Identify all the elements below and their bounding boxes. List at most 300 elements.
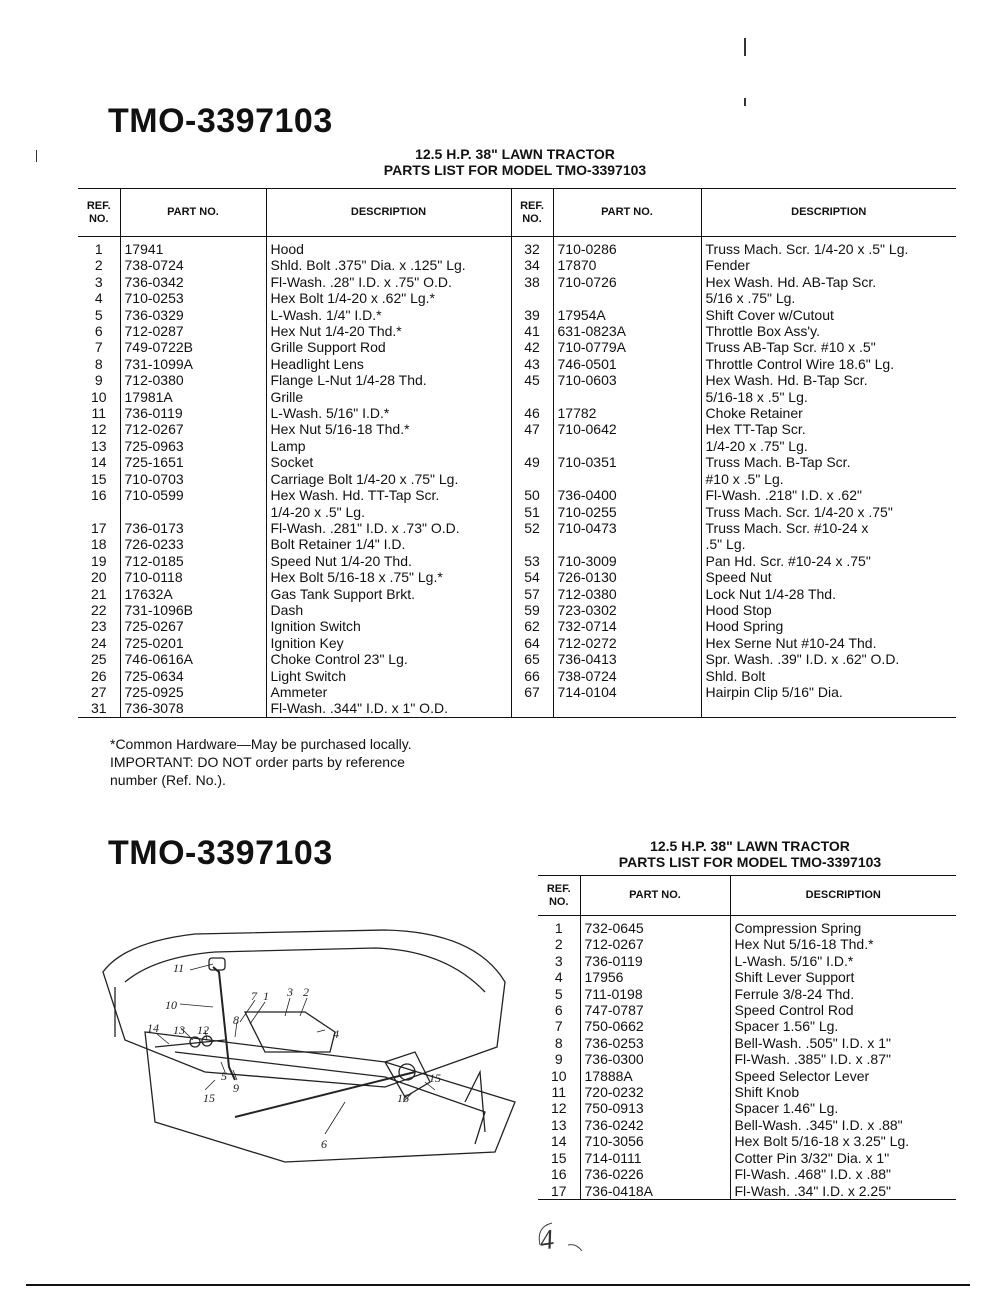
part-description: Throttle Control Wire 18.6" Lg. [705,355,895,372]
part-no: 725-0267 [120,618,266,634]
table-row [78,257,956,273]
ref-no: 9 [78,372,120,388]
ref-no [511,536,553,552]
part-description: Hex TT-Tap Scr. [705,421,806,438]
part-no: 710-0118 [120,569,266,585]
table-row [78,553,956,569]
part-description: Hex Bolt 5/16-18 x 3.25" Lg. [734,1133,910,1150]
ref-no: 14 [78,454,120,470]
ref-no: 16 [538,1166,580,1182]
ref-no: 50 [511,487,553,503]
ref-no [511,700,553,717]
ref-no: 2 [538,936,580,952]
table-row [538,1166,956,1182]
ref-no [511,389,553,405]
part-no: 738-0724 [120,257,266,273]
part-description: Fl-Wash. .281" I.D. x .73" O.D. [266,520,511,536]
part-no: 710-0473 [553,520,701,536]
part-description: Speed Nut 1/4-20 Thd. [266,553,511,569]
table-row [538,1133,956,1149]
part-no [553,438,701,454]
part-no: 710-0703 [120,471,266,487]
part-no: 17954A [553,307,701,323]
part-description: Spr. Wash. .39" I.D. x .62" O.D. [705,651,900,668]
part-description: Hex Nut 5/16-18 Thd.* [266,421,511,437]
exploded-parts-diagram [85,912,525,1172]
part-description: Bell-Wash. .345" I.D. x .88" [734,1116,903,1133]
col-header-part: PART NO. [580,876,730,916]
callout-number: 7 [251,989,257,1003]
table-row [78,438,956,454]
part-description: Truss Mach. B-Tap Scr. [705,454,851,471]
table-row [78,323,956,339]
col-header-part: PART NO. [120,189,266,237]
part-description: Fl-Wash. .385" I.D. x .87" [734,1051,891,1068]
part-no [120,504,266,520]
callout-number: 15 [203,1091,215,1105]
ref-no: 42 [511,339,553,355]
table-row [78,290,956,306]
table-row [78,569,956,585]
subtitle-bottom-line2: PARTS LIST FOR MODEL TMO-3397103 [618,854,882,870]
part-description: Bell-Wash. .505" I.D. x 1" [734,1034,891,1051]
part-no [553,290,701,306]
speed-control-rod [235,1072,415,1117]
table-row [78,274,956,290]
table-row [78,241,956,257]
part-no: 736-0329 [120,307,266,323]
table-row [538,1150,956,1166]
ref-no: 49 [511,454,553,470]
ref-no [78,504,120,520]
part-no: 17782 [553,405,701,421]
part-description: Grille Support Rod [266,339,511,355]
part-no: 750-0913 [580,1100,730,1116]
ref-no: 10 [78,389,120,405]
part-description: 5/16-18 x .5" Lg. [705,388,808,405]
parts-table-top [78,188,956,718]
table-row [78,389,956,405]
subtitle-bottom-line1: 12.5 H.P. 38" LAWN TRACTOR [650,838,850,854]
ref-no: 20 [78,569,120,585]
part-description: Truss Mach. Scr. 1/4-20 x .75" [705,503,893,520]
part-no: 710-0642 [553,421,701,437]
subtitle-top [300,146,730,178]
ref-no: 13 [78,438,120,454]
part-description [701,700,956,717]
ref-no: 22 [78,602,120,618]
part-no: 714-0104 [553,684,701,700]
part-description: Ammeter [266,684,511,700]
part-description: 1/4-20 x .75" Lg. [705,437,808,454]
part-description: Fl-Wash. .34" I.D. x 2.25" [730,1183,956,1200]
part-description: Throttle Box Ass'y. [705,323,820,340]
part-no: 736-0226 [580,1166,730,1182]
part-no: 712-0185 [120,553,266,569]
part-no: 631-0823A [553,323,701,339]
part-description: Choke Retainer [705,405,803,422]
callout-number: 1 [263,989,269,1003]
part-no: 711-0198 [580,986,730,1002]
part-description: Lock Nut 1/4-28 Thd. [705,585,836,602]
callout-number: 11 [173,961,185,975]
table-row [538,1100,956,1116]
ref-no: 27 [78,684,120,700]
table-row [78,536,956,552]
ref-no [511,438,553,454]
ref-no [511,290,553,306]
table-row [78,405,956,421]
part-no: 736-0300 [580,1051,730,1067]
part-no: 746-0616A [120,651,266,667]
col-header-ref: REF. NO. [511,189,553,237]
shift-knob [209,958,225,970]
table-row [78,520,956,536]
part-no: 725-1651 [120,454,266,470]
table-row [78,471,956,487]
page-number-mark: 4 [537,1224,557,1257]
part-description: Carriage Bolt 1/4-20 x .75" Lg. [266,471,511,487]
subtitle-bottom [565,838,935,870]
part-description: Spacer 1.46" Lg. [734,1100,839,1117]
part-description: Shift Lever Support [734,969,855,986]
part-description: Shld. Bolt [705,667,766,684]
part-description: Gas Tank Support Brkt. [266,586,511,602]
part-no: 736-0418A [580,1183,730,1200]
part-description: Shift Cover w/Cutout [705,306,834,323]
part-no: 17870 [553,257,701,273]
part-description: Hood Stop [705,601,772,618]
ref-no: 12 [538,1100,580,1116]
part-no: 750-0662 [580,1018,730,1034]
ref-no: 4 [538,969,580,985]
ref-no: 5 [78,307,120,323]
parts-table-bottom [538,875,956,1200]
ref-no: 62 [511,618,553,634]
part-no [553,536,701,552]
part-no: 712-0380 [553,586,701,602]
ref-no: 17 [538,1183,580,1200]
part-description: Choke Control 23" Lg. [266,651,511,667]
part-no: 712-0272 [553,635,701,651]
part-description: Fl-Wash. .218" I.D. x .62" [705,487,862,504]
table-row [538,1183,956,1200]
callout-number: 5 [221,1069,227,1083]
part-no: 725-0925 [120,684,266,700]
leader-lines [157,964,435,1134]
ref-no: 53 [511,553,553,569]
part-description: Cotter Pin 3/32" Dia. x 1" [734,1149,890,1166]
table-row [538,1117,956,1133]
part-description: #10 x .5" Lg. [705,470,784,487]
table-row [78,504,956,520]
part-description: .5" Lg. [705,536,746,553]
part-no: 746-0501 [553,356,701,372]
part-description: Light Switch [266,668,511,684]
ref-no: 39 [511,307,553,323]
ref-no: 17 [78,520,120,536]
table-row [538,936,956,952]
ref-no: 13 [538,1117,580,1133]
part-description: Speed Selector Lever [734,1067,870,1084]
part-no: 712-0287 [120,323,266,339]
col-header-ref: REF. NO. [538,876,580,916]
part-description: L-Wash. 5/16" I.D.* [266,405,511,421]
tractor-body-outline [103,930,505,1087]
part-no: 17956 [580,969,730,985]
part-description: L-Wash. 5/16" I.D.* [734,952,854,969]
part-no: 710-0286 [553,241,701,257]
part-description: Ferrule 3/8-24 Thd. [734,985,855,1002]
part-description: Truss Mach. Scr. 1/4-20 x .5" Lg. [705,241,909,257]
ref-no: 26 [78,668,120,684]
part-no [553,471,701,487]
part-description: Truss AB-Tap Scr. #10 x .5" [705,339,876,356]
table-row [78,356,956,372]
part-description: Dash [266,602,511,618]
part-description: Fender [705,257,750,274]
ref-no: 19 [78,553,120,569]
part-no: 710-0779A [553,339,701,355]
part-no: 736-0253 [580,1035,730,1051]
table-row [78,339,956,355]
callout-number: 9 [233,1081,239,1095]
ref-no: 54 [511,569,553,585]
page-title-bottom: TMO-3397103 [108,834,333,872]
page-mark-scribble [532,1215,592,1255]
callout-number: 15 [429,1071,441,1085]
table-row [538,1084,956,1100]
common-hardware-note [110,735,412,789]
table-row [538,1068,956,1084]
table-row [538,1002,956,1018]
callout-number: 10 [165,998,177,1012]
table-row [78,307,956,323]
part-description: Ignition Switch [266,618,511,634]
part-no: 736-0119 [580,953,730,969]
col-header-part: PART NO. [553,189,701,237]
table-row [78,700,956,717]
ref-no: 31 [78,700,120,717]
ref-no: 65 [511,651,553,667]
scan-mark [744,98,746,106]
part-description: 5/16 x .75" Lg. [705,290,796,307]
part-description: Shift Knob [734,1084,800,1101]
ref-no: 7 [538,1018,580,1034]
col-header-description: DESCRIPTION [266,189,511,237]
ref-no: 3 [538,953,580,969]
part-no: 710-0253 [120,290,266,306]
footer-rule [26,1284,970,1286]
ref-no: 59 [511,602,553,618]
part-no: 714-0111 [580,1150,730,1166]
part-description: Compression Spring [734,920,862,936]
part-no: 725-0634 [120,668,266,684]
ref-no: 6 [538,1002,580,1018]
callout-number: 2 [303,985,309,999]
part-description: 1/4-20 x .5" Lg. [266,504,511,520]
part-no: 731-1099A [120,356,266,372]
part-description: Hood Spring [705,618,784,635]
ref-no: 5 [538,986,580,1002]
part-description: L-Wash. 1/4" I.D.* [266,307,511,323]
part-no: 723-0302 [553,602,701,618]
part-no: 736-0342 [120,274,266,290]
part-no: 712-0267 [580,936,730,952]
table-row [538,1018,956,1034]
part-description: Hex Nut 1/4-20 Thd.* [266,323,511,339]
table-row [78,487,956,503]
table-row [78,618,956,634]
ref-no: 45 [511,372,553,388]
part-description: Hex Wash. Hd. AB-Tap Scr. [705,273,877,290]
callout-number: 12 [197,1023,209,1037]
part-no: 720-0232 [580,1084,730,1100]
callout-number: 16 [397,1091,409,1105]
part-no: 736-3078 [120,700,266,717]
part-no: 736-0400 [553,487,701,503]
ref-no: 11 [78,405,120,421]
table-row [78,602,956,618]
ref-no: 10 [538,1068,580,1084]
table-row [538,969,956,985]
subtitle-top-line1: 12.5 H.P. 38" LAWN TRACTOR [415,146,615,162]
table-row [538,953,956,969]
part-no: 738-0724 [553,668,701,684]
ref-no: 8 [78,356,120,372]
part-description: Hex Bolt 5/16-18 x .75" Lg.* [266,569,511,585]
part-description: Speed Nut [705,569,772,586]
ref-no: 9 [538,1051,580,1067]
ref-no: 64 [511,635,553,651]
ref-no: 32 [511,241,553,257]
part-no: 726-0130 [553,569,701,585]
part-no: 712-0267 [120,421,266,437]
ref-no: 8 [538,1035,580,1051]
part-no: 749-0722B [120,339,266,355]
ref-no: 14 [538,1133,580,1149]
part-description: Fl-Wash. .344" I.D. x 1" O.D. [266,700,511,717]
table-row [78,454,956,470]
ref-no: 6 [78,323,120,339]
callout-number: 8 [233,1013,239,1027]
part-description: Headlight Lens [266,356,511,372]
part-description: Hex Wash. Hd. TT-Tap Scr. [266,487,511,503]
note-line: number (Ref. No.). [110,772,226,788]
part-no: 736-0119 [120,405,266,421]
table-row [538,1051,956,1067]
scan-mark [744,38,746,56]
part-no: 726-0233 [120,536,266,552]
page-title-top: TMO-3397103 [108,102,333,140]
part-description: Hex Wash. Hd. B-Tap Scr. [705,372,868,389]
ref-no: 23 [78,618,120,634]
part-description: Hairpin Clip 5/16" Dia. [705,683,843,700]
part-no: 17888A [580,1068,730,1084]
part-no: 710-0603 [553,372,701,388]
ref-no [511,471,553,487]
part-no: 736-0413 [553,651,701,667]
ref-no: 67 [511,684,553,700]
part-description: Bolt Retainer 1/4" I.D. [266,536,511,552]
callout-number: 14 [147,1021,159,1035]
table-row [78,372,956,388]
part-no: 710-0726 [553,274,701,290]
part-no: 725-0963 [120,438,266,454]
callout-number: 3 [287,985,293,999]
ref-no: 38 [511,274,553,290]
part-no: 17632A [120,586,266,602]
part-no: 710-0255 [553,504,701,520]
part-description: Grille [266,389,511,405]
part-no: 17941 [120,241,266,257]
table-row [78,586,956,602]
shift-lever [213,967,235,1080]
ref-no: 43 [511,356,553,372]
col-header-ref: REF. NO. [78,189,120,237]
table-row [538,1035,956,1051]
part-no: 17981A [120,389,266,405]
table-row [78,421,956,437]
ref-no: 16 [78,487,120,503]
ref-no: 66 [511,668,553,684]
ref-no: 4 [78,290,120,306]
note-line: *Common Hardware—May be purchased locally. [110,736,412,752]
part-no: 712-0380 [120,372,266,388]
ref-no: 57 [511,586,553,602]
ref-no: 1 [538,920,580,936]
scan-mark [36,150,37,162]
part-description: Shld. Bolt .375" Dia. x .125" Lg. [266,257,511,273]
ref-no: 25 [78,651,120,667]
ref-no: 41 [511,323,553,339]
ref-no: 7 [78,339,120,355]
part-no: 710-0351 [553,454,701,470]
part-description: Pan Hd. Scr. #10-24 x .75" [705,552,871,569]
table-row [78,651,956,667]
ref-no: 1 [78,241,120,257]
part-description: Hex Serne Nut #10-24 Thd. [705,634,877,651]
ref-no: 34 [511,257,553,273]
ref-no: 21 [78,586,120,602]
note-line: IMPORTANT: DO NOT order parts by reference [110,754,405,770]
part-no [553,700,701,717]
callout-number: 13 [173,1023,185,1037]
ref-no: 52 [511,520,553,536]
col-header-description: DESCRIPTION [730,876,956,916]
callout-number: 4 [333,1027,339,1041]
ref-no: 11 [538,1084,580,1100]
part-no: 731-1096B [120,602,266,618]
part-description: Socket [266,454,511,470]
part-description: Truss Mach. Scr. #10-24 x [705,519,869,536]
part-no [553,389,701,405]
part-description: Hex Bolt 1/4-20 x .62" Lg.* [266,290,511,306]
part-description: Ignition Key [266,635,511,651]
subtitle-top-line2: PARTS LIST FOR MODEL TMO-3397103 [383,162,647,178]
ref-no: 2 [78,257,120,273]
part-no: 710-3056 [580,1133,730,1149]
part-description: Hex Nut 5/16-18 Thd.* [734,936,874,953]
part-no: 736-0242 [580,1117,730,1133]
part-description: Spacer 1.56" Lg. [734,1018,839,1035]
part-no: 732-0714 [553,618,701,634]
part-description: Hood [266,241,511,257]
tractor-deck-inner [175,1052,485,1144]
part-description: Flange L-Nut 1/4-28 Thd. [266,372,511,388]
part-no: 747-0787 [580,1002,730,1018]
ref-no: 51 [511,504,553,520]
